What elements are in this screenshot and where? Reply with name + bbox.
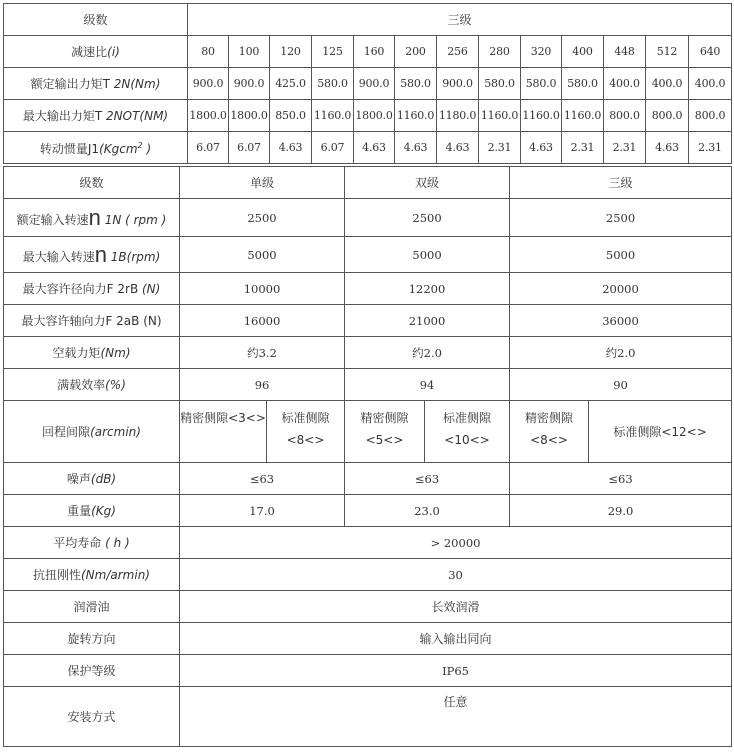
ratio-value: 120 xyxy=(270,36,312,68)
noise-value: ≤63 xyxy=(345,463,510,495)
backlash-precision-double: 精密侧隙<5<> xyxy=(345,401,425,463)
weight-value: 23.0 xyxy=(345,495,510,527)
max-speed-value: 5000 xyxy=(180,237,345,273)
max-torque-value: 800.0 xyxy=(646,100,689,132)
rated-torque-value: 580.0 xyxy=(521,68,562,100)
radial-force-value: 20000 xyxy=(510,273,732,305)
mount-row xyxy=(4,687,732,747)
stage-single-header: 单级 xyxy=(180,167,345,199)
backlash-label: 回程间隙(arcmin) xyxy=(4,401,180,463)
ratio-value: 256 xyxy=(437,36,479,68)
max-torque-value: 800.0 xyxy=(604,100,646,132)
backlash-precision-triple: 精密侧隙<8<> xyxy=(510,401,589,463)
stage-label: 级数 xyxy=(4,4,188,36)
axial-force-value: 36000 xyxy=(510,305,732,337)
rated-speed-value: 2500 xyxy=(510,199,732,237)
radial-force-value: 10000 xyxy=(180,273,345,305)
efficiency-value: 94 xyxy=(345,369,510,401)
axial-force-value: 16000 xyxy=(180,305,345,337)
inertia-value: 4.63 xyxy=(270,132,312,164)
max-speed-label: 最大输入转速n 1B(rpm) xyxy=(4,237,180,273)
rated-torque-value: 580.0 xyxy=(562,68,604,100)
stage-spec-table xyxy=(3,166,732,747)
ratio-label: 减速比(i) xyxy=(4,36,188,68)
ratio-value: 320 xyxy=(521,36,562,68)
ratio-value: 448 xyxy=(604,36,646,68)
rated-torque-value: 400.0 xyxy=(689,68,732,100)
rated-torque-value: 425.0 xyxy=(270,68,312,100)
max-torque-value: 1160.0 xyxy=(562,100,604,132)
efficiency-label: 满载效率(%) xyxy=(4,369,180,401)
max-torque-value: 1160.0 xyxy=(479,100,521,132)
rated-torque-value: 580.0 xyxy=(479,68,521,100)
noise-value: ≤63 xyxy=(180,463,345,495)
axial-force-label: 最大容许轴向力F 2aB (N) xyxy=(4,305,180,337)
lube-label: 润滑油 xyxy=(4,591,180,623)
mount-label: 安装方式 xyxy=(4,687,180,747)
rotation-row xyxy=(4,623,732,655)
stage-row xyxy=(4,4,732,36)
axial-force-value: 21000 xyxy=(345,305,510,337)
rated-speed-label: 额定输入转速n 1N ( rpm ) xyxy=(4,199,180,237)
rated-torque-value: 900.0 xyxy=(229,68,270,100)
radial-force-row xyxy=(4,273,732,305)
protection-row xyxy=(4,655,732,687)
weight-value: 17.0 xyxy=(180,495,345,527)
inertia-label: 转动惯量J1(Kgcm$^2$ ) xyxy=(4,132,188,164)
max-torque-value: 1800.0 xyxy=(188,100,229,132)
life-value: > 20000 xyxy=(180,527,732,559)
max-torque-value: 1160.0 xyxy=(395,100,437,132)
max-speed-value: 5000 xyxy=(510,237,732,273)
backlash-standard-single: 标准侧隙<8<> xyxy=(267,401,345,463)
ratio-row xyxy=(4,36,732,68)
protection-value: IP65 xyxy=(180,655,732,687)
stiffness-value: 30 xyxy=(180,559,732,591)
life-row xyxy=(4,527,732,559)
inertia-value: 6.07 xyxy=(312,132,354,164)
ratio-value: 280 xyxy=(479,36,521,68)
lube-row xyxy=(4,591,732,623)
efficiency-value: 96 xyxy=(180,369,345,401)
noise-value: ≤63 xyxy=(510,463,732,495)
lube-value: 长效润滑 xyxy=(180,591,732,623)
efficiency-row xyxy=(4,369,732,401)
noise-label: 噪声(dB) xyxy=(4,463,180,495)
radial-force-value: 12200 xyxy=(345,273,510,305)
backlash-row xyxy=(4,401,732,463)
rated-torque-value: 580.0 xyxy=(312,68,354,100)
inertia-value: 2.31 xyxy=(479,132,521,164)
inertia-value: 2.31 xyxy=(562,132,604,164)
rated-speed-value: 2500 xyxy=(180,199,345,237)
protection-label: 保护等级 xyxy=(4,655,180,687)
stage-double-header: 双级 xyxy=(345,167,510,199)
backlash-standard-double: 标准侧隙<10<> xyxy=(425,401,510,463)
ratio-value: 100 xyxy=(229,36,270,68)
ratio-value: 160 xyxy=(354,36,395,68)
rated-torque-value: 400.0 xyxy=(646,68,689,100)
ratio-value: 400 xyxy=(562,36,604,68)
inertia-value: 4.63 xyxy=(395,132,437,164)
noise-row xyxy=(4,463,732,495)
rated-speed-row xyxy=(4,199,732,237)
inertia-value: 6.07 xyxy=(229,132,270,164)
rated-torque-value: 580.0 xyxy=(395,68,437,100)
ratio-value: 125 xyxy=(312,36,354,68)
rated-torque-label: 额定输出力矩T 2N(Nm) xyxy=(4,68,188,100)
ratio-spec-table xyxy=(3,3,732,164)
rotation-value: 输入输出同向 xyxy=(180,623,732,655)
ratio-value: 80 xyxy=(188,36,229,68)
max-torque-value: 1160.0 xyxy=(312,100,354,132)
max-torque-value: 1160.0 xyxy=(521,100,562,132)
life-label: 平均寿命 ( h ) xyxy=(4,527,180,559)
radial-force-label: 最大容许径向力F 2rB (N) xyxy=(4,273,180,305)
noload-torque-value: 约2.0 xyxy=(510,337,732,369)
rated-torque-value: 900.0 xyxy=(354,68,395,100)
mount-value: 任意 xyxy=(180,687,732,747)
stiffness-label: 抗扭刚性(Nm/armin) xyxy=(4,559,180,591)
max-torque-row xyxy=(4,100,732,132)
max-torque-value: 850.0 xyxy=(270,100,312,132)
max-speed-value: 5000 xyxy=(345,237,510,273)
efficiency-value: 90 xyxy=(510,369,732,401)
stage-value: 三级 xyxy=(188,4,732,36)
rotation-label: 旋转方向 xyxy=(4,623,180,655)
inertia-value: 2.31 xyxy=(689,132,732,164)
axial-force-row xyxy=(4,305,732,337)
inertia-value: 6.07 xyxy=(188,132,229,164)
stiffness-row xyxy=(4,559,732,591)
inertia-value: 4.63 xyxy=(437,132,479,164)
max-torque-value: 1800.0 xyxy=(354,100,395,132)
rated-torque-value: 900.0 xyxy=(188,68,229,100)
max-torque-value: 1180.0 xyxy=(437,100,479,132)
stage-header-row xyxy=(4,167,732,199)
noload-torque-value: 约2.0 xyxy=(345,337,510,369)
inertia-value: 4.63 xyxy=(646,132,689,164)
max-torque-value: 1800.0 xyxy=(229,100,270,132)
max-torque-label: 最大输出力矩T 2NOT(NM) xyxy=(4,100,188,132)
spec-sheet xyxy=(3,3,731,749)
ratio-value: 200 xyxy=(395,36,437,68)
rated-torque-value: 400.0 xyxy=(604,68,646,100)
inertia-value: 4.63 xyxy=(354,132,395,164)
max-torque-value: 800.0 xyxy=(689,100,732,132)
noload-torque-row xyxy=(4,337,732,369)
weight-row xyxy=(4,495,732,527)
noload-torque-value: 约3.2 xyxy=(180,337,345,369)
rated-speed-value: 2500 xyxy=(345,199,510,237)
backlash-precision-single: 精密侧隙<3<> xyxy=(180,401,267,463)
rated-torque-row xyxy=(4,68,732,100)
inertia-value: 2.31 xyxy=(604,132,646,164)
noload-torque-label: 空载力矩(Nm) xyxy=(4,337,180,369)
weight-label: 重量(Kg) xyxy=(4,495,180,527)
rated-torque-value: 900.0 xyxy=(437,68,479,100)
stage-label: 级数 xyxy=(4,167,180,199)
backlash-standard-triple: 标准侧隙<12<> xyxy=(589,401,732,463)
ratio-value: 640 xyxy=(689,36,732,68)
inertia-value: 4.63 xyxy=(521,132,562,164)
max-speed-row xyxy=(4,237,732,273)
stage-triple-header: 三级 xyxy=(510,167,732,199)
inertia-row xyxy=(4,132,732,164)
ratio-value: 512 xyxy=(646,36,689,68)
weight-value: 29.0 xyxy=(510,495,732,527)
